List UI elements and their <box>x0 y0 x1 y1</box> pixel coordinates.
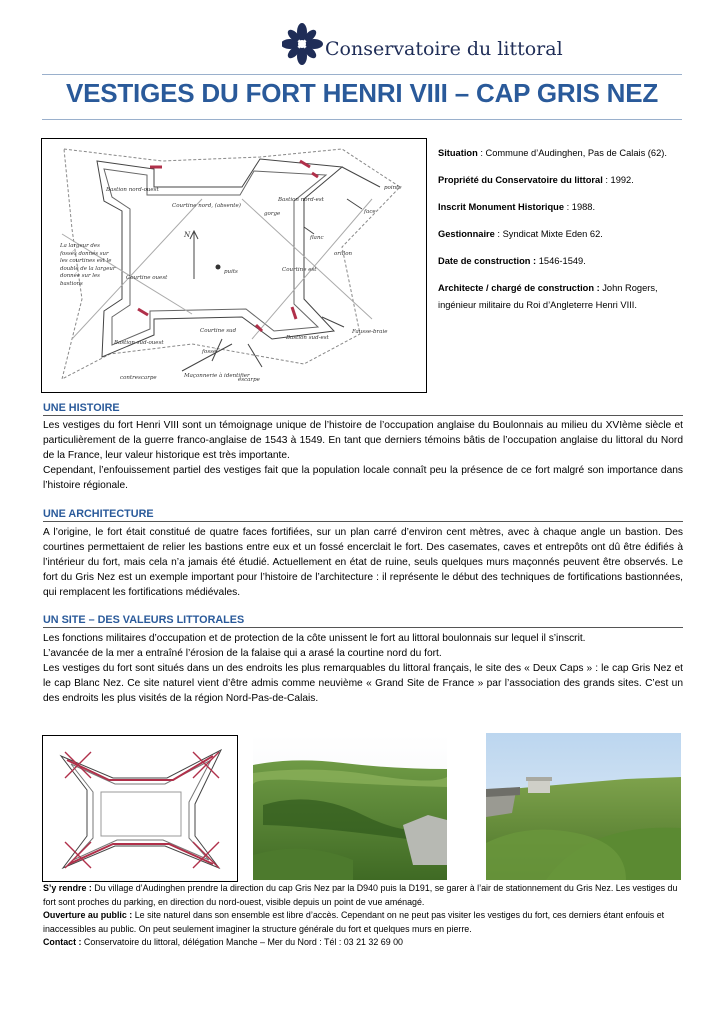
label-fosse: fossé <box>202 349 217 355</box>
page-title: VESTIGES DU FORT HENRI VIII – CAP GRIS NEZ <box>65 78 659 108</box>
label-courtine-est: Courtine est <box>282 267 317 273</box>
label-maconnerie: Maçonnerie à identifier <box>184 373 250 379</box>
histoire-paragraph-2: Cependant, l’enfouissement partiel des vestiges fait que la population locale connaît peu la présence de ce fort malgré son importance dans l’histoire régionale. <box>43 465 683 491</box>
monument-value: : 1988. <box>564 202 596 212</box>
label-bastion-se: Bastion sud-est <box>286 335 329 341</box>
opening-label: Ouverture au public : <box>43 910 133 921</box>
section-site-heading: UN SITE – DES VALEURS LITTORALES <box>43 614 683 628</box>
fort-remains-photo-1 <box>253 735 447 880</box>
puits-marker <box>216 265 221 270</box>
histoire-paragraph-1: Les vestiges du fort Henri VIII sont un témoignage unique de l’histoire de l’occupation anglaise du Boulonnais au milieu du XVIème siècle et particulièrement de la guerre franco-anglaise de 1543 à 1549. En tant que derniers témoins bâtis de l’occupation anglaise du littoral du Nord de la France, leur valeur historique est très importante. <box>43 420 683 461</box>
opening <box>43 909 688 936</box>
info-gestionnaire <box>438 226 684 243</box>
propriete-label: Propriété du Conservatoire du littoral <box>438 175 603 185</box>
org-name: Conservatoire du littoral <box>325 38 563 60</box>
fort-plan-drawing <box>42 139 426 392</box>
section-histoire-body <box>43 418 683 493</box>
site-paragraph-1: Les fonctions militaires d’occupation et de protection de la côte unissent le fort au littoral boulonnais sur lequel il s’inscrit. <box>43 633 586 644</box>
info-date <box>438 253 684 270</box>
section-site-body <box>43 631 683 706</box>
info-architecte <box>438 280 684 314</box>
label-face: face <box>364 209 376 215</box>
monument-label: Inscrit Monument Historique <box>438 202 565 212</box>
site-paragraph-3: Les vestiges du fort sont situés dans un des endroits les plus remarquables du littoral français, le site des « Deux Caps » : le cap Gris Nez et le cap Blanc Nez. Ce site naturel vient d’être admis comme neuvième « Grand Site de France » par l’association des grands sites. C’est un des endroits les plus visités de la région Nord-Pas-de-Calais. <box>43 663 683 704</box>
architecte-label: Architecte / chargé de construction : <box>438 283 600 293</box>
section-architecture-heading: UNE ARCHITECTURE <box>43 508 683 522</box>
contact-text: Conservatoire du littoral, délégation Manche – Mer du Nord : Tél : 03 21 32 69 00 <box>81 937 403 948</box>
directions <box>43 882 688 909</box>
propriete-value: : 1992. <box>602 175 634 185</box>
directions-label: S’y rendre : <box>43 883 92 893</box>
info-monument <box>438 199 684 216</box>
practical-info <box>43 882 688 950</box>
fort-sketch-image <box>42 735 238 882</box>
label-gorge: gorge <box>264 211 281 217</box>
architecte-value: John Rogers, ingénieur militaire du Roi d’Angleterre Henri VIII. <box>438 283 658 310</box>
plan-note: La largeur des fossés donnés sur les courtines est le double de la largeur donnée sur les bastions <box>60 243 116 287</box>
date-label: Date de construction : <box>438 256 537 266</box>
gestionnaire-label: Gestionnaire <box>438 229 495 239</box>
info-propriete <box>438 172 684 189</box>
label-orillon: orillon <box>334 251 353 257</box>
info-situation <box>438 145 684 162</box>
architecture-paragraph-1: A l’origine, le fort était constitué de quatre faces fortifiées, sur un plan carré d’environ cent mètres, avec à chaque angle un bastion. Des courtines permettaient de relier les bastions entre eux et un fossé encerclait le fort. Des casemates, caves et entrepôts ont dû être édifiés à l’intérieur du fort, mais cela n’a jamais été étudié. Actuellement en état de ruine, seuls quelques murs maçonnés peuvent être observés. Le fort du Gris Nez est un exemple important pour l’histoire de l’architecture : il représente le début des techniques de fortifications bastionnées, qui remplacent les fortifications médiévales. <box>43 527 683 598</box>
north-label: N <box>184 231 191 239</box>
label-bastion-nw: Bastion nord-ouest <box>106 187 159 193</box>
section-histoire-heading: UNE HISTOIRE <box>43 402 683 416</box>
section-architecture-body <box>43 525 683 600</box>
label-escarpe: escarpe <box>238 377 260 383</box>
fort-plan-figure <box>41 138 427 393</box>
header-bottom-rule <box>42 119 682 120</box>
label-pointe: pointe <box>384 185 402 191</box>
site-paragraph-2: L’avancée de la mer a entraîné l’érosion de la falaise qui a arasé la courtine nord du fort. <box>43 648 442 659</box>
label-fausse-braie: Fausse-braie <box>352 329 388 335</box>
header-top-rule <box>42 74 682 75</box>
situation-value: : Commune d’Audinghen, Pas de Calais (62). <box>477 148 667 158</box>
date-value: 1546-1549. <box>536 256 586 266</box>
contact <box>43 936 688 950</box>
gestionnaire-value: : Syndicat Mixte Eden 62. <box>494 229 603 239</box>
situation-label: Situation <box>438 148 478 158</box>
fort-remains-photo-2 <box>486 733 681 880</box>
label-puits: puits <box>224 269 238 275</box>
directions-text: Du village d’Audinghen prendre la direction du cap Gris Nez par la D940 puis la D191, se garer à l’air de stationnement du Gris Nez. Les vestiges du fort sont proches du parking, en direction du nord-ouest, visible depuis un point de vue aménagé. <box>43 883 678 907</box>
label-flanc: flanc <box>310 235 324 241</box>
label-courtine-nord: Courtine nord, (absente) <box>172 203 241 209</box>
label-courtine-ouest: Courtine ouest <box>126 275 168 281</box>
label-bastion-sw: Bastion sud-ouest <box>114 340 164 346</box>
label-courtine-sud: Courtine sud <box>200 328 237 334</box>
opening-text: Le site naturel dans son ensemble est libre d’accès. Cependant on ne peut pas visiter les vestiges du fort, ces derniers étant enfouis et inaccessibles au public. On peut seulement imaginer la structure générale du fort et quelques murs en pierre. <box>43 910 665 934</box>
label-bastion-ne: Bastion nord-est <box>278 197 324 203</box>
label-contrescarpe: contrescarpe <box>120 375 157 381</box>
contact-label: Contact : <box>43 937 82 948</box>
